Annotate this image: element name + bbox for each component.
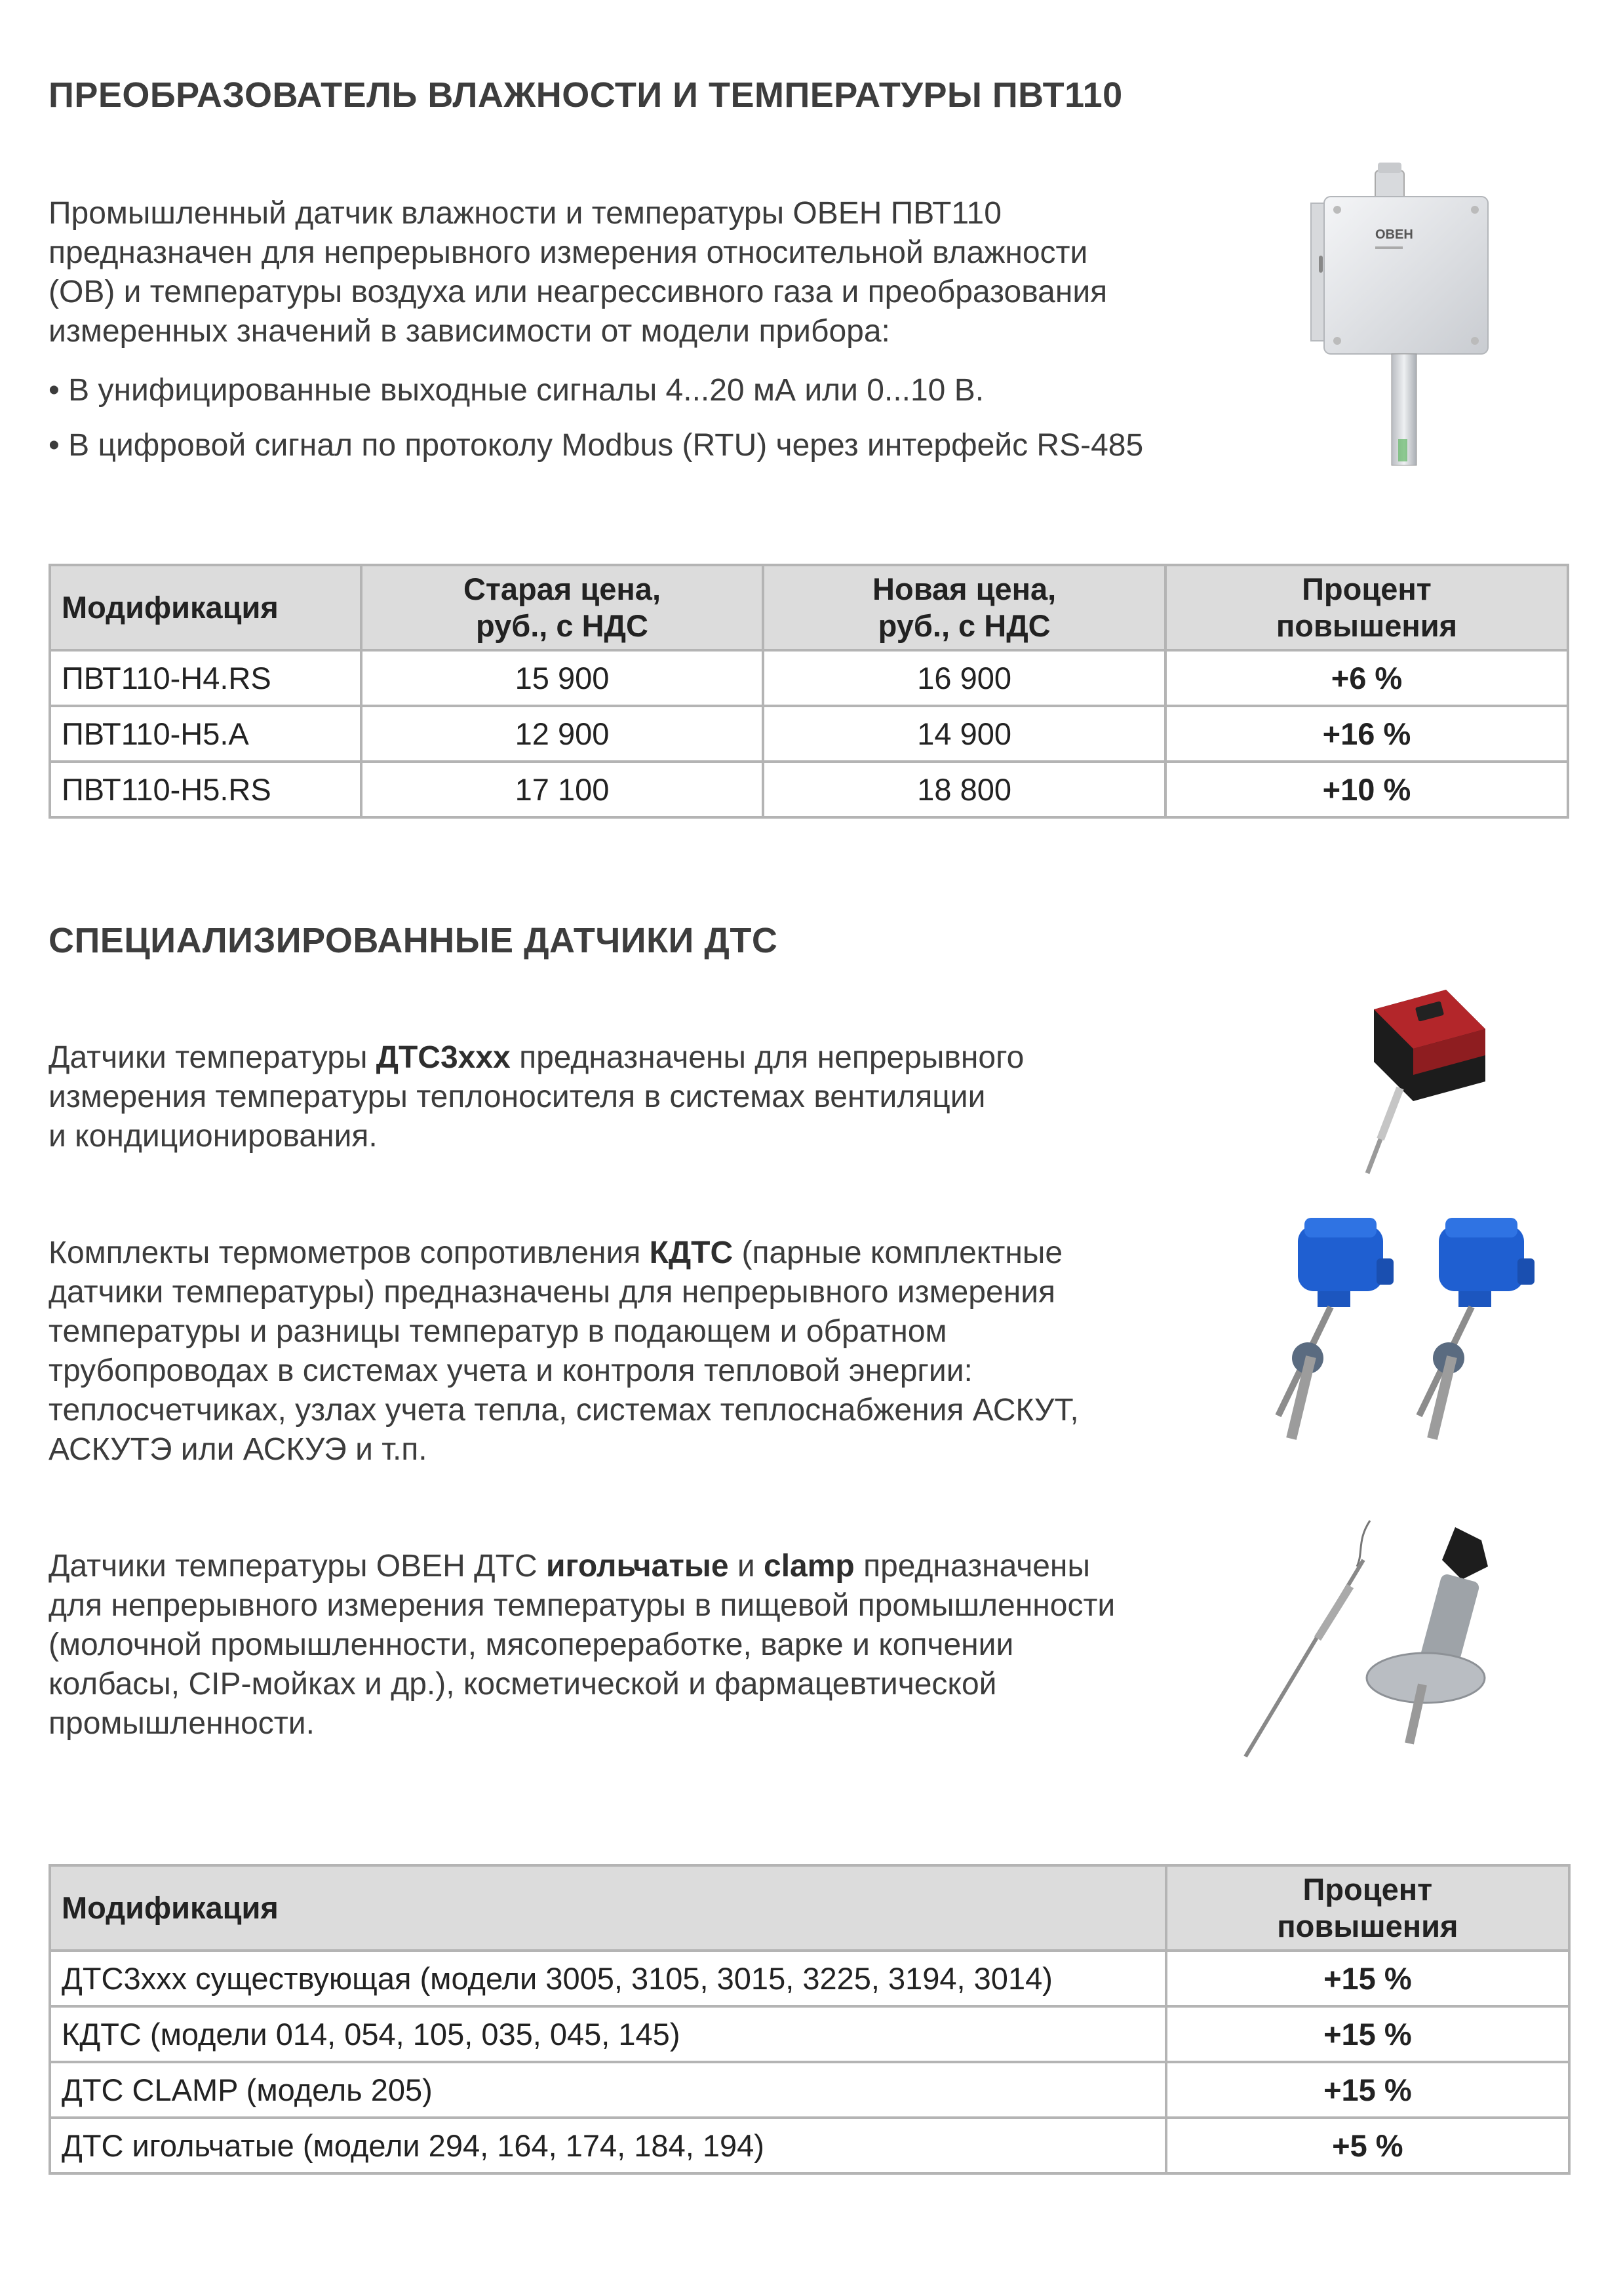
bullet-item: • В цифровой сигнал по протоколу Modbus (RTU) через интерфейс RS-485 [49, 428, 1144, 463]
cell-model: КДТС (модели 014, 054, 105, 035, 045, 145) [50, 2006, 1166, 2062]
cell-percent: +15 % [1166, 1951, 1569, 2006]
table-row [50, 762, 1568, 817]
cell-model: ДТС игольчатые (модели 294, 164, 174, 184, 194) [50, 2118, 1166, 2173]
cell-old-price: 12 900 [361, 706, 764, 762]
cell-percent: +5 % [1166, 2118, 1569, 2173]
section1-title: ПРЕОБРАЗОВАТЕЛЬ ВЛАЖНОСТИ И ТЕМПЕРАТУРЫ ПВТ110 [49, 75, 1123, 115]
cell-model: ПВТ110-Н4.RS [50, 650, 361, 706]
cell-new-price: 18 800 [763, 762, 1165, 817]
description-line: Промышленный датчик влажности и температуры ОВЕН ПВТ110 [49, 196, 1002, 231]
header-percent: Процент повышения [1165, 565, 1568, 650]
oven-logo: ОВЕН [1375, 227, 1413, 242]
cell-model: ПВТ110-Н5.A [50, 706, 361, 762]
description-line: измеренных значений в зависимости от модели прибора: [49, 314, 890, 349]
table-row [50, 706, 1568, 762]
description-line: (ОВ) и температуры воздуха или неагрессивного газа и преобразования [49, 275, 1108, 309]
table-row [50, 2006, 1569, 2062]
table-row [50, 650, 1568, 706]
dts3xxx-sensor-image [1354, 983, 1498, 1180]
description-line: предназначен для непрерывного измерения относительной влажности [49, 235, 1088, 270]
kdts-sensors-image [1252, 1213, 1540, 1449]
header-percent: Процент повышения [1166, 1865, 1569, 1951]
cell-percent: +15 % [1166, 2006, 1569, 2062]
dts3xxx-description: Датчики температуры ДТС3ххх предназначены для непрерывного измерения температуры теплоносителя в системах вентиляции и кондиционирования. [49, 1040, 1025, 1154]
pvt110-device-image [1304, 157, 1501, 472]
cell-model: ПВТ110-Н5.RS [50, 762, 361, 817]
bullet-item: • В унифицированные выходные сигналы 4...20 мА или 0...10 В. [49, 373, 985, 408]
needle-clamp-sensors-image [1232, 1514, 1521, 1763]
needle-clamp-description: Датчики температуры ОВЕН ДТС игольчатые и clamp предназначены для непрерывного измерения температуры в пищевой промышленности (молочной промышленности, мясопереработке, варке и копчении колбасы, CIP-мойках и др.), косметической и фармацевтической промышленности. [49, 1549, 1116, 1741]
header-old-price: Старая цена, руб., с НДС [361, 565, 764, 650]
percent-table-dts [49, 1864, 1571, 2175]
cell-percent: +15 % [1166, 2062, 1569, 2118]
cell-new-price: 14 900 [763, 706, 1165, 762]
cell-old-price: 17 100 [361, 762, 764, 817]
table-row [50, 2062, 1569, 2118]
kdts-description: Комплекты термометров сопротивления КДТС (парные комплектные датчики температуры) предназначены для непрерывного измерения температуры и разницы температур в подающем и обратном трубопроводах в системах учета и контроля тепловой энергии: теплосчетчиках, узлах учета тепла, системах теплоснабжения АСКУТ, АСКУТЭ или АСКУЭ и т.п. [49, 1236, 1079, 1467]
cell-percent: +16 % [1165, 706, 1568, 762]
cell-percent: +10 % [1165, 762, 1568, 817]
header-modification: Модификация [50, 1865, 1166, 1951]
cell-model: ДТС CLAMP (модель 205) [50, 2062, 1166, 2118]
section1-description [49, 194, 1228, 351]
table-row [50, 1951, 1569, 2006]
price-table-pvt110 [49, 564, 1569, 819]
cell-model: ДТС3ххх существующая (модели 3005, 3105, 3015, 3225, 3194, 3014) [50, 1951, 1166, 2006]
table-row [50, 2118, 1569, 2173]
header-modification: Модификация [50, 565, 361, 650]
header-new-price: Новая цена, руб., с НДС [763, 565, 1165, 650]
cell-percent: +6 % [1165, 650, 1568, 706]
section2-title: СПЕЦИАЛИЗИРОВАННЫЕ ДАТЧИКИ ДТС [49, 921, 778, 960]
cell-old-price: 15 900 [361, 650, 764, 706]
cell-new-price: 16 900 [763, 650, 1165, 706]
